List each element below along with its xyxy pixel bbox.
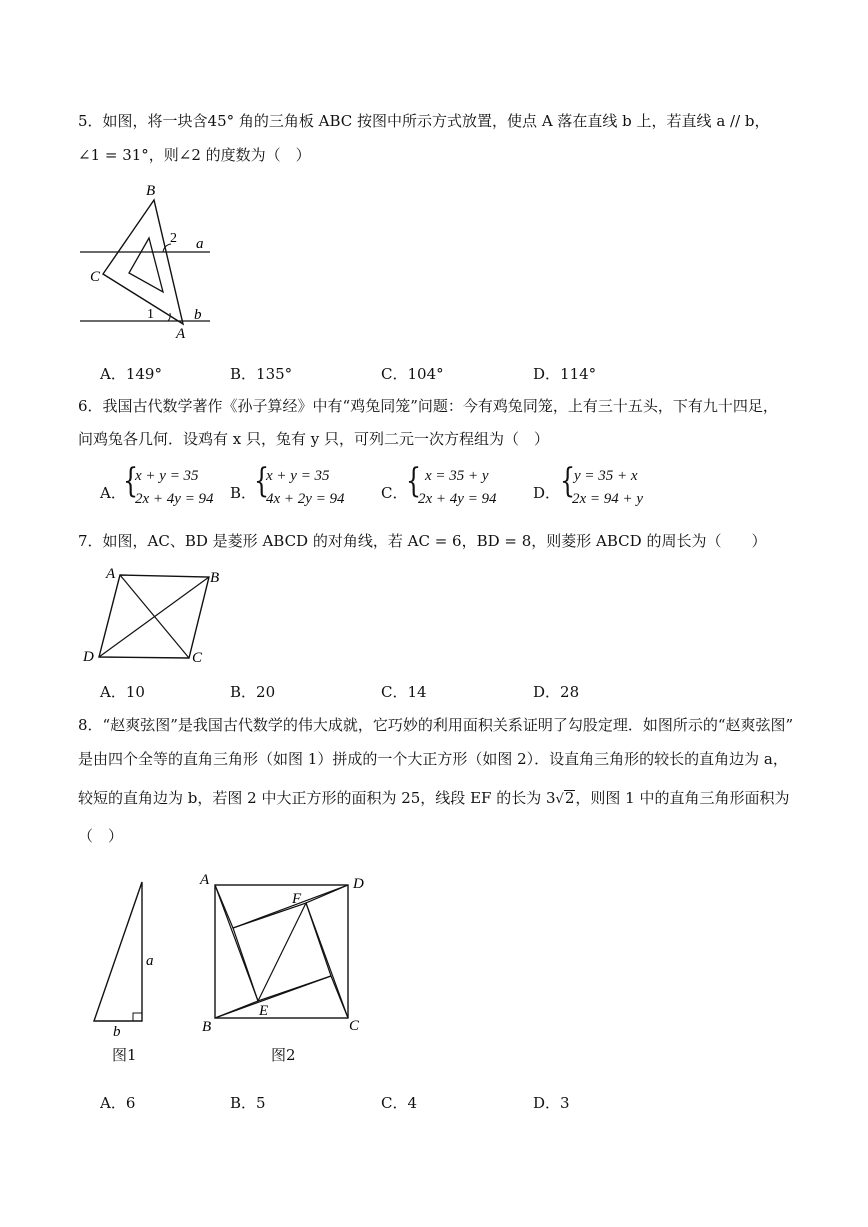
q6-option-a[interactable]: A． { x + y = 35 2x + 4y = 94: [100, 461, 214, 507]
q5-triangle-figure: [70, 178, 230, 343]
triangle-abc-inner: [129, 238, 163, 292]
label-C: C: [90, 269, 101, 285]
q5-stem-line2: ∠1 = 31°，则∠2 的度数为（ ）: [78, 146, 311, 164]
label-a: a: [196, 236, 204, 252]
right-triangle: [94, 882, 142, 1021]
label-F: F: [292, 891, 302, 907]
q6-option-c[interactable]: C． { x = 35 + y 2x + 4y = 94: [381, 461, 497, 507]
q8-option-d[interactable]: D．3: [533, 1094, 570, 1112]
q8-stem-line1: 8．“赵爽弦图”是我国古代数学的伟大成就，它巧妙的利用面积关系证明了勾股定理．如图所示的“赵爽弦图”: [78, 716, 794, 734]
q8-figure-1-caption: 图1: [112, 1046, 137, 1064]
label-E: E: [259, 1003, 269, 1019]
triangle-abc-outer: [103, 200, 183, 324]
q8-option-c[interactable]: C．4: [381, 1094, 418, 1112]
q7-option-b[interactable]: B．20: [230, 683, 276, 701]
q8-figure-2-caption: 图2: [271, 1046, 296, 1064]
q8-option-a[interactable]: A．6: [100, 1094, 136, 1112]
q5-option-b[interactable]: B．135°: [230, 365, 293, 383]
label-b: b: [194, 307, 202, 323]
label-B: B: [202, 1019, 212, 1035]
label-D: D: [83, 649, 94, 665]
q7-option-d[interactable]: D．28: [533, 683, 580, 701]
q8-figure-2-zhao-shuang-diagram: [195, 866, 375, 1038]
label-B: B: [210, 570, 220, 586]
q5-option-d[interactable]: D．114°: [533, 365, 597, 383]
q8-stem-line3: 较短的直角边为 b，若图 2 中大正方形的面积为 25，线段 EF 的长为 3√2，则图 1 中的直角三角形面积为: [78, 789, 790, 807]
label-C: C: [192, 650, 203, 666]
q6-stem-line1: 6．我国古代数学著作《孙子算经》中有“鸡兔同笼”问题：今有鸡兔同笼，上有三十五头，下有九十四足，: [78, 397, 778, 415]
q7-option-a[interactable]: A．10: [100, 683, 145, 701]
q6-stem-line2: 问鸡兔各几何．设鸡有 x 只，兔有 y 只，可列二元一次方程组为（ ）: [78, 430, 550, 448]
q8-option-b[interactable]: B．5: [230, 1094, 266, 1112]
q8-stem-line4: （ ）: [78, 827, 124, 845]
label-A: A: [176, 326, 186, 342]
label-D: D: [353, 876, 364, 892]
q8-figure-1-right-triangle: [88, 870, 170, 1040]
label-a: a: [146, 953, 154, 969]
label-A: A: [200, 872, 210, 888]
label-b: b: [113, 1024, 121, 1040]
label-A: A: [106, 566, 116, 582]
q6-option-d[interactable]: D． { y = 35 + x 2x = 94 + y: [533, 461, 644, 507]
label-C: C: [349, 1018, 360, 1034]
q7-stem-line1: 7．如图，AC、BD 是菱形 ABCD 的对角线，若 AC = 6，BD = 8，则菱形 ABCD 的周长为（ ）: [78, 532, 767, 550]
big-square: [215, 885, 348, 1018]
q5-stem-line1: 5．如图，将一块含45° 角的三角板 ABC 按图中所示方式放置，使点 A 落在直线 b 上，若直线 a // b，: [78, 112, 770, 130]
q6-option-b[interactable]: B． { x + y = 35 4x + 2y = 94: [230, 461, 345, 507]
q5-option-c[interactable]: C．104°: [381, 365, 444, 383]
label-B: B: [146, 183, 156, 199]
label-angle-2: 2: [170, 231, 177, 246]
q5-option-a[interactable]: A．149°: [100, 365, 162, 383]
segment-ef: [258, 903, 306, 1001]
label-angle-1: 1: [147, 307, 154, 322]
q7-rhombus-figure: [78, 562, 228, 668]
q7-option-c[interactable]: C．14: [381, 683, 427, 701]
right-angle-mark: [133, 1013, 142, 1021]
q8-stem-line2: 是由四个全等的直角三角形（如图 1）拼成的一个大正方形（如图 2）．设直角三角形的较长的直角边为 a，: [78, 750, 788, 768]
